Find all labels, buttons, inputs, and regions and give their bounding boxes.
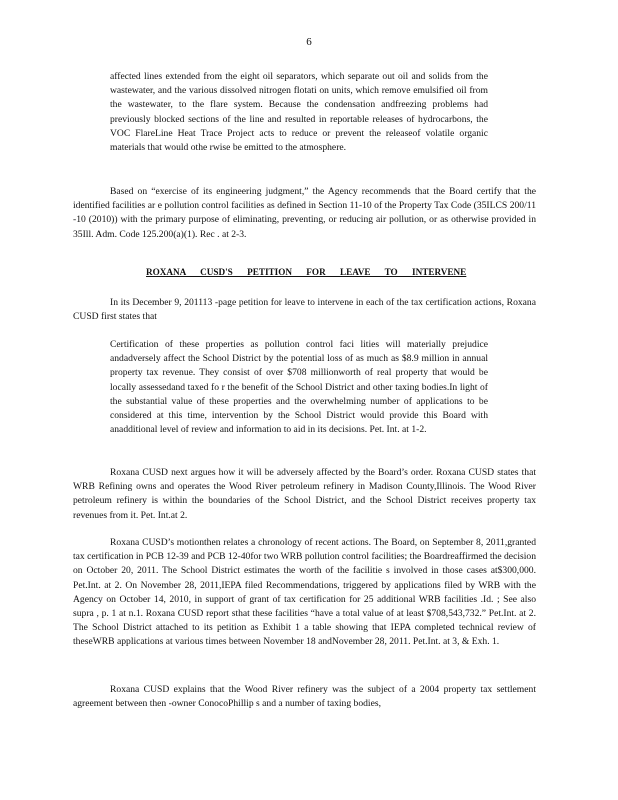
- page-number: 6: [306, 36, 312, 48]
- section-heading: ROXANA CUSD'S PETITION FOR LEAVE TO INTERVENE: [146, 267, 467, 277]
- paragraph-settlement: Roxana CUSD explains that the Wood River refinery was the subject of a 2004 property tax settlement agreement between then -owner ConocoPhillip s and a number of taxing bodies,: [73, 684, 536, 710]
- block-quote-petition: Certification of these properties as pollution control faci lities will materially prejudice andadversely affect the School District by the potential loss of as much as $8.9 million in annual property tax revenue. They consist of over $708 millionworth of real property that would be locally assessedand taxed fo r the benefit of the School District and other taxing bodies.In light of the substantial value of these properties and the overwhelming number of applications to be considered at this time, intervention by the School District would provide this Board with anadditional level of review and information to aid in its decisions. Pet. Int. at 1-2.: [110, 339, 488, 436]
- paragraph-petition-intro: In its December 9, 201113 -page petition for leave to intervene in each of the tax certification actions, Roxana CUSD first states that: [73, 297, 536, 323]
- paragraph-agency-recommendation: Based on “exercise of its engineering judgment,” the Agency recommends that the Board certify that the identified facilities ar e pollution control facilities as defined in Section 11-10 of the Property Tax Code (35ILCS 200/11 -10 (2010)) with the primary purpose of eliminating, preventing, or reducing air pollution, or as otherwise provided in 35Ill. Adm. Code 125.200(a)(1). Rec . at 2-3.: [73, 186, 536, 240]
- paragraph-chronology: Roxana CUSD’s motionthen relates a chronology of recent actions. The Board, on September 8, 2011,granted tax certification in PCB 12-39 and PCB 12-40for two WRB pollution control facilities; the Boardreaffirmed the decision on October 20, 2011. The School District estimates the worth of the facilitie s involved in those cases at$300,000. Pet.Int. at 2. On November 28, 2011,IEPA filed Recommendations, triggered by applications filed by WRB with the Agency on October 14, 2010, in support of grant of tax certification for 25 additional WRB facilities .Id. ; See also supra , p. 1 at n.1. Roxana CUSD report sthat these facilities “have a total value of at least $708,543,732.” Pet.Int. at 2. The School District attached to its petition as Exhibit 1 a table showing that IEPA completed technical review of theseWRB applications at various times between November 18 andNovember 28, 2011. Pet.Int. at 3, & Exh. 1.: [73, 537, 536, 648]
- paragraph-adverse-effect: Roxana CUSD next argues how it will be adversely affected by the Board’s order. Roxana CUSD states that WRB Refining owns and operates the Wood River petroleum refinery in Madison County,Illinois. The Wood River petroleum refinery is within the boundaries of the School District, and the School District receives property tax revenues from it. Pet. Int.at 2.: [73, 467, 536, 521]
- block-quote-project-description: affected lines extended from the eight oil separators, which separate out oil and solids from the wastewater, and the various dissolved nitrogen flotati on units, which remove emulsified oil from the wastewater, to the flare system. Because the condensation andfreezing problems had previously blocked sections of the line and resulted in reportable releases of hydrocarbons, the VOC FlareLine Heat Trace Project acts to reduce or prevent the releaseof volatile organic materials that would othe rwise be emitted to the atmosphere.: [110, 71, 488, 154]
